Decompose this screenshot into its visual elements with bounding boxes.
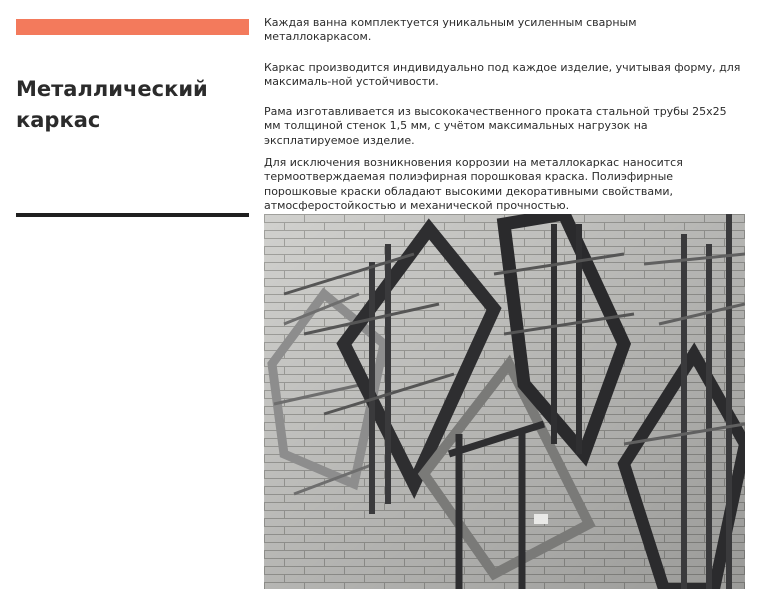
metal-frame-photo (264, 214, 745, 589)
paragraph-coating: Для исключения возникновения коррозии на металлокаркас наносится термоотверждаемая полиэфирная порошковая краска. Полиэфирные порошковые краски обладают высокими декоративными свойствами, атмосферостойкостью и механической прочностью. (264, 156, 683, 212)
section-divider (16, 213, 249, 217)
accent-bar (16, 19, 249, 35)
paragraph-intro: Каждая ванна комплектуется уникальным усиленным сварным металлокаркасом. (264, 16, 637, 44)
description-text (264, 16, 746, 213)
paragraph-custom-fit: Каркас производится индивидуально под каждое изделие, учитывая форму, для максималь-ной устойчивости. (264, 60, 741, 88)
section-heading: Металлический каркас (16, 77, 208, 132)
paragraph-material: Рама изготавливается из высококачественного проката стальной трубы 25х25 мм толщиной стенок 1,5 мм, с учётом максимальных нагрузок на эксплатируемое изделие. (264, 105, 727, 147)
